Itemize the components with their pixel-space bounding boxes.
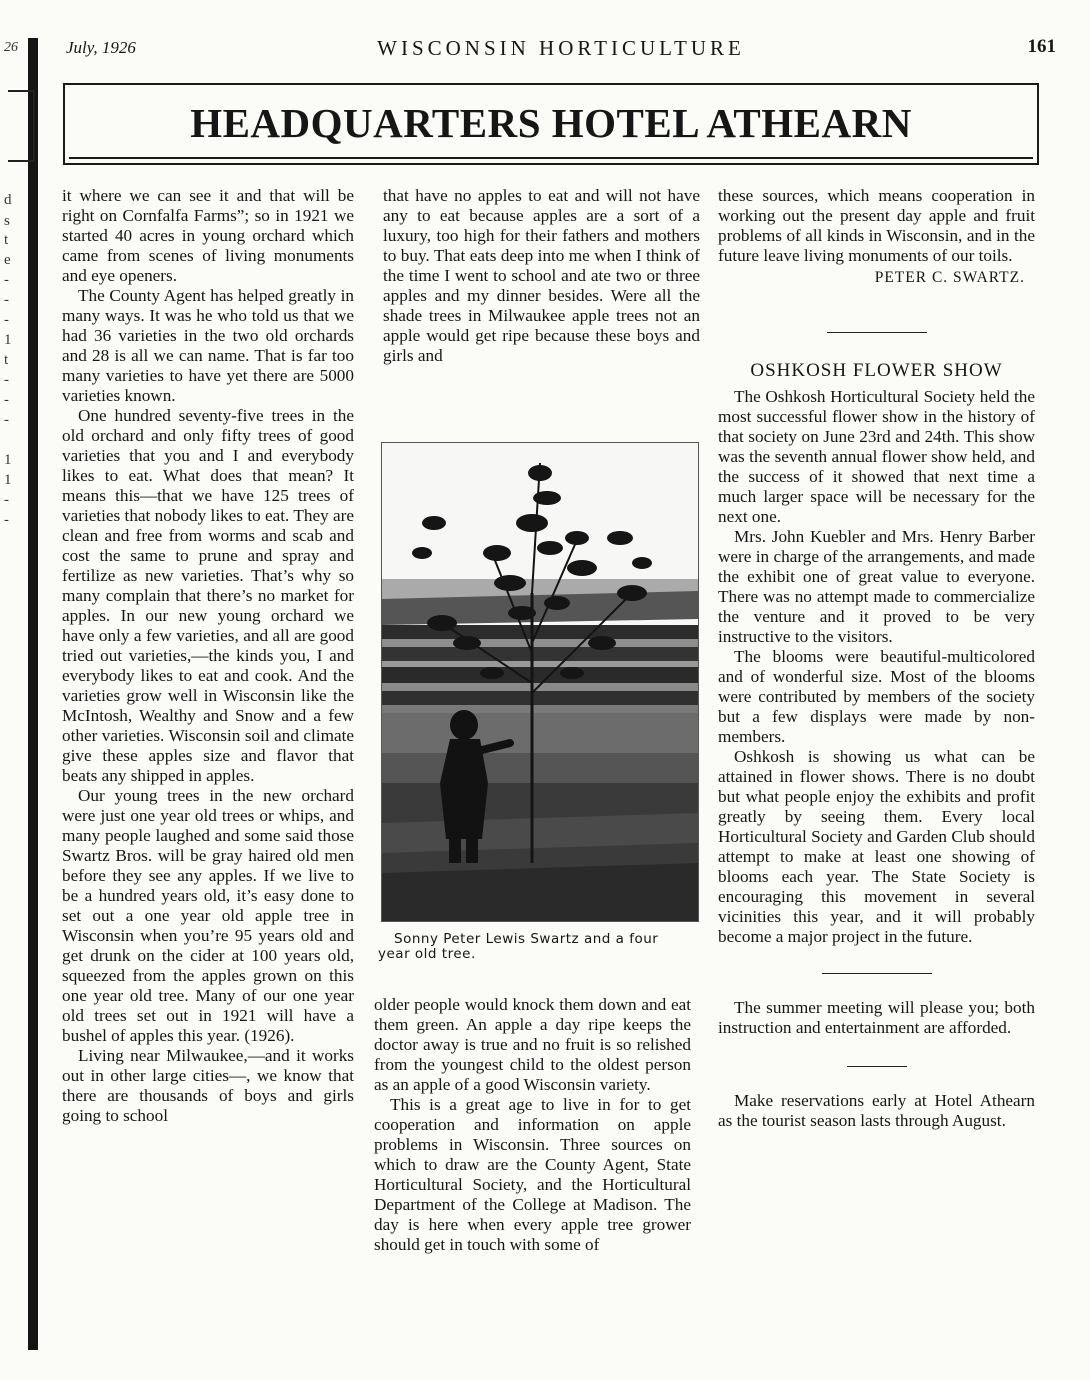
paragraph: Mrs. John Kuebler and Mrs. Henry Barber were in charge of the arrangements, and made the exhibit one of great value to everyone. There was no attempt made to commercialize the venture and it proved to be very instructive to the visitors.	[718, 527, 1035, 646]
margin-letter: -	[4, 312, 9, 328]
article-heading: OSHKOSH FLOWER SHOW	[750, 360, 1003, 381]
margin-letter: -	[4, 372, 9, 388]
notice-summer-meeting: The summer meeting will please you; both instruction and entertainment are afforded.	[718, 998, 1035, 1037]
margin-letter: 1	[4, 472, 12, 488]
margin-letter: t	[4, 352, 9, 368]
margin-letter: -	[4, 272, 9, 288]
paragraph: older people would knock them down and eat them green. An apple a day ripe keeps the doctor away is true and no fruit is so relished from the youngest child to the oldest person as an apple of a good Wisconsin variety.	[374, 995, 691, 1094]
title-box	[63, 83, 1039, 165]
photo-caption: Sonny Peter Lewis Swartz and a four year old tree.	[378, 931, 659, 962]
margin-letter: -	[4, 392, 9, 408]
column-3	[718, 186, 1035, 1131]
binding-shadow	[28, 38, 38, 1350]
margin-letter: -	[4, 492, 9, 508]
photo-illustration	[382, 443, 698, 921]
margin-letter: d	[4, 192, 12, 208]
paragraph: it where we can see it and that will be right on Cornfalfa Farms”; so in 1921 we started 40 acres in young orchard which came from scenes of living monuments and eye openers.	[62, 186, 354, 285]
facing-page-rule	[8, 90, 35, 162]
issue-date: July, 1926	[66, 38, 136, 57]
running-header	[66, 36, 1056, 62]
paragraph: The County Agent has helped greatly in many ways. It was he who told us that we had 36 varieties in the two old orchards and 28 is all we can name. That is far too many varieties to have yet there are 5000 varieties known.	[62, 286, 354, 405]
page-title: HEADQUARTERS HOTEL ATHEARN	[190, 100, 912, 146]
column-2-bottom	[374, 995, 691, 1255]
margin-letter: 1	[4, 452, 12, 468]
margin-letter: e	[4, 252, 11, 268]
column-1	[62, 186, 354, 1126]
paragraph: that have no apples to eat and will not have any to eat because apples are a sort of a luxury, too high for their fathers and mothers to buy. That eats deep into me when I think of the time I went to school and ate two or three apples and my dinner besides. Were all the shade trees in Milwaukee apple trees not an apple would get ripe because these boys and girls and	[383, 186, 700, 365]
margin-letter: s	[4, 213, 10, 229]
facing-page-margin	[0, 0, 26, 1380]
notice-reservations: Make reservations early at Hotel Athearn as the tourist season lasts through August.	[718, 1091, 1035, 1130]
margin-letter: -	[4, 512, 9, 528]
paragraph: Living near Milwaukee,—and it works out in other large cities—, we know that there are thousands of boys and girls going to school	[62, 1046, 354, 1125]
section-divider	[827, 332, 927, 333]
margin-letter: t	[4, 232, 9, 248]
paragraph: One hundred seventy-five trees in the old orchard and only fifty trees of good varieties that you and I and everybody likes to eat. What does that mean? It means this—that we have 125 trees of varieties that nobody likes to eat. They are clean and free from worms and scab and cost the same to prune and spray and fertilize as new varieties. That’s why so many complain that there’s no market for apples. In our new young orchard we have only a few varieties, and all are good tried out varieties,—the kinds you, I and everybody likes to eat and cook. And the varieties grow well in Wisconsin like the McIntosh, Wealthy and Snow and a few other varieties. Wisconsin soil and climate give these apples size and flavor that beats any shipped in apples.	[62, 406, 354, 785]
author-signature: PETER C. SWARTZ.	[874, 269, 1025, 286]
paragraph: The blooms were beautiful-multicolored and of wonderful size. Most of the blooms were contributed by members of the society but a few displays were made by non-members.	[718, 647, 1035, 746]
paragraph: these sources, which means cooperation in working out the present day apple and fruit problems of all kinds in Wisconsin, and in the future leave living monuments of our toils.	[718, 186, 1035, 265]
facing-page-number: 26	[4, 40, 18, 55]
margin-letter: -	[4, 292, 9, 308]
paragraph: This is a great age to live in for to get cooperation and information on apple problems in Wisconsin. Three sources on which to draw are the County Agent, State Horticultural Society, and the Horticultural Department of the College at Madison. The day is here when every apple tree grower should get in touch with some of	[374, 1095, 691, 1254]
photograph-boy-and-apple-tree	[381, 442, 699, 922]
paragraph: Our young trees in the new orchard were just one year old trees or whips, and many people laughed and some said those Swartz Bros. will be gray haired old men before they see any apples. If we live to be a hundred years old, it’s easy done to set out a one year old apple tree in Wisconsin when you’re 95 years old and get drunk on the cider at 100 years old, squeezed from the apples grown on this one year old tree. Many of our one year old trees set out in 1921 will have a bushel of apples this year. (1926).	[62, 786, 354, 1045]
column-2-top	[383, 186, 700, 366]
margin-letter: -	[4, 412, 9, 428]
journal-title: WISCONSIN HORTICULTURE	[377, 36, 745, 60]
margin-letter: 1	[4, 332, 12, 348]
section-divider	[822, 973, 932, 974]
paragraph: The Oshkosh Horticultural Society held the most successful flower show in the history of that society on June 23rd and 24th. This show was the seventh annual flower show held, and the success of it showed that next time a much larger space will be necessary for the next one.	[718, 387, 1035, 526]
section-divider	[847, 1066, 907, 1067]
paragraph: Oshkosh is showing us what can be attained in flower shows. There is no doubt but what people enjoy the exhibits and profit greatly by seeing them. Every local Horticultural Society and Garden Club should attempt to make at least one showing of blooms each year. The State Society is encouraging this movement in several vicinities this year, and it will probably become a major project in the future.	[718, 747, 1035, 946]
page-number: 161	[1027, 36, 1056, 57]
